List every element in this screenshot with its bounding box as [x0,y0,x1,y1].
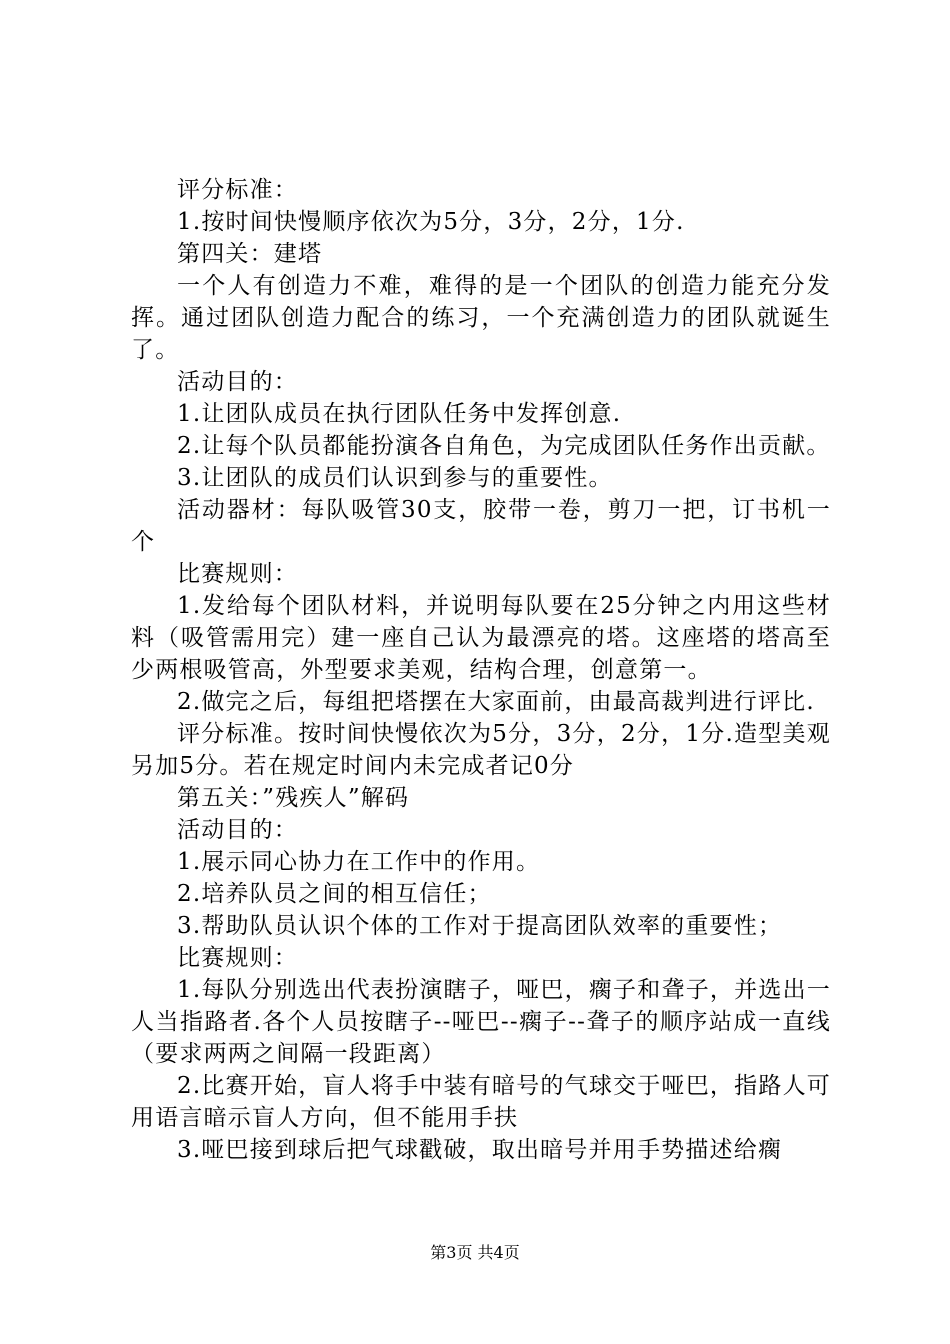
paragraph: 活动目的： [177,817,298,843]
list-item: 2.让每个队员都能扮演各自角色，为完成团队任务作出贡献。 [177,433,831,459]
paragraph: 活动器材：每队吸管30支，胶带一卷，剪刀一把，订书机一个 [131,497,831,555]
list-item: 3.哑巴接到球后把气球戳破，取出暗号并用手势描述给瘸 [177,1137,783,1163]
list-item: 1.让团队成员在执行团队任务中发挥创意. [177,401,622,427]
paragraph: 比赛规则： [177,561,298,587]
list-item: 2.比赛开始，盲人将手中装有暗号的气球交于哑巴，指路人可用语言暗示盲人方向，但不能用手扶 [131,1073,831,1131]
list-item: 1.发给每个团队材料，并说明每队要在25分钟之内用这些材料（吸管需用完）建一座自己认为最漂亮的塔。这座塔的塔高至少两根吸管高，外型要求美观，结构合理，创意第一。 [131,593,831,683]
paragraph: 一个人有创造力不难，难得的是一个团队的创造力能充分发挥。通过团队创造力配合的练习，一个充满创造力的团队就诞生了。 [131,273,831,363]
section-heading: 第四关：建塔 [177,241,323,267]
paragraph: 1.按时间快慢顺序依次为5分，3分，2分，1分. [177,209,685,235]
list-item: 3.让团队的成员们认识到参与的重要性。 [177,465,613,491]
list-item: 1.展示同心协力在工作中的作用。 [177,849,541,875]
list-item: 2.做完之后，每组把塔摆在大家面前，由最高裁判进行评比. [177,689,815,715]
list-item: 2.培养队员之间的相互信任； [177,881,492,907]
paragraph: 比赛规则： [177,945,298,971]
paragraph: 评分标准： [177,177,298,203]
list-item: 3.帮助队员认识个体的工作对于提高团队效率的重要性； [177,913,783,939]
paragraph: 评分标准。按时间快慢依次为5分，3分，2分，1分.造型美观另加5分。若在规定时间内未完成者记0分 [131,721,831,779]
page-number-footer: 第3页 共4页 [430,1243,520,1262]
paragraph: 活动目的： [177,369,298,395]
document-body [131,174,831,1166]
list-item: 1.每队分别选出代表扮演瞎子，哑巴，瘸子和聋子，并选出一人当指路者.各个人员按瞎子--哑巴--瘸子--聋子的顺序站成一直线（要求两两之间隔一段距离） [131,977,831,1067]
section-heading: 第五关：”残疾人”解码 [177,785,410,811]
